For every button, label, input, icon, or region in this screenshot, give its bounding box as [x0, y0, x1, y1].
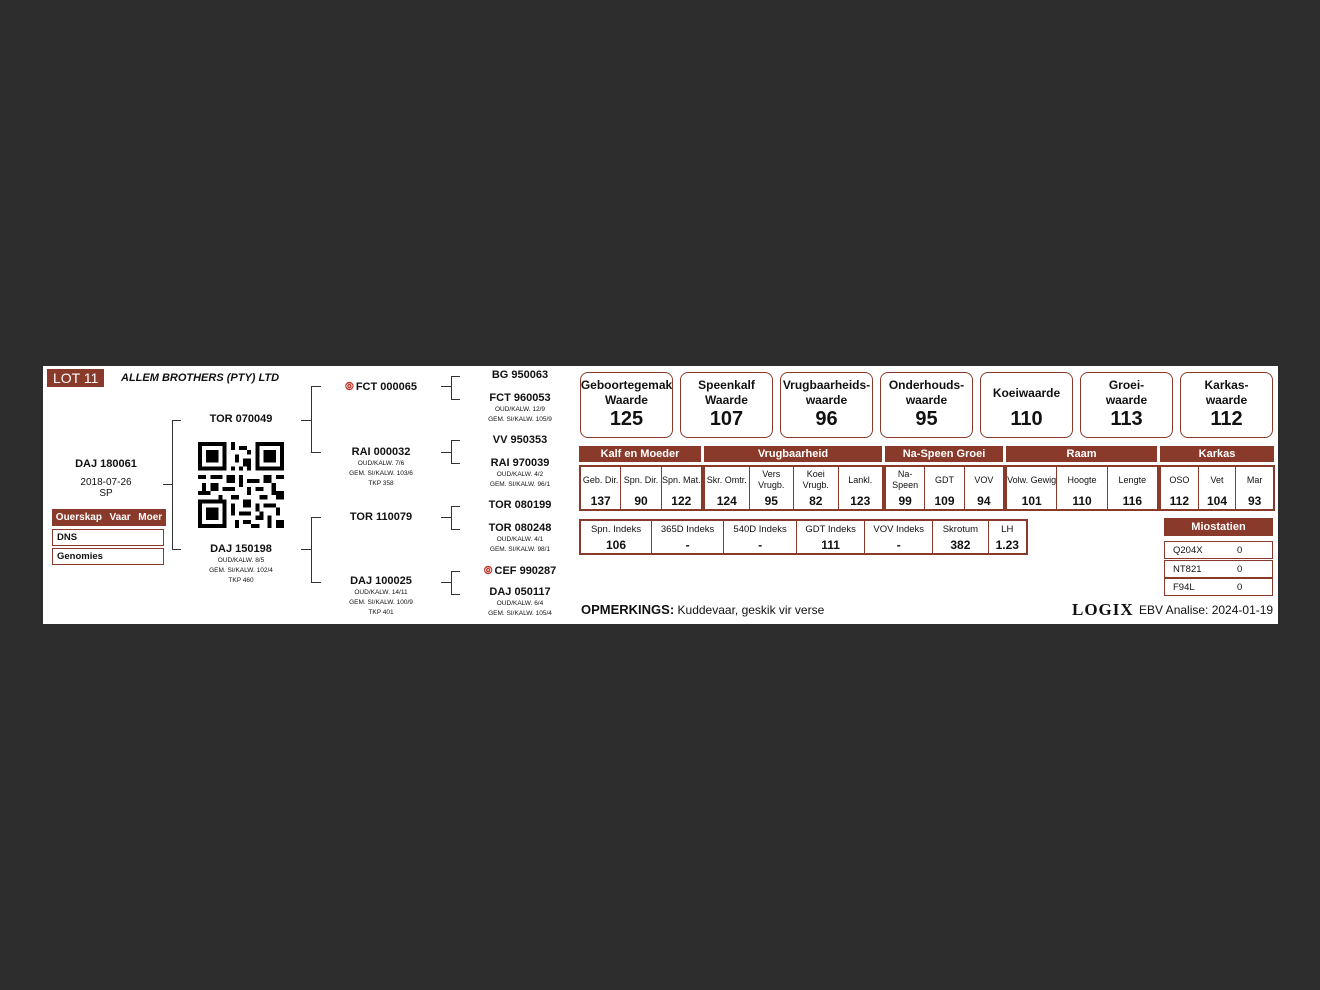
value-box: [780, 372, 873, 438]
myostatin-row: F94L 0: [1164, 578, 1273, 596]
remarks-text: Kuddevaar, geskik vir verse: [677, 603, 825, 617]
sire-id: TOR 070049: [209, 413, 273, 425]
group-table: [1005, 465, 1159, 511]
dd-line: GEM. SI/KALW. 100/9: [349, 599, 413, 606]
sd-line: TKP 358: [368, 480, 394, 487]
index-cell: LH 1.23: [995, 524, 1019, 552]
sds-id: VV 950353: [492, 434, 548, 446]
group-table: [1159, 465, 1275, 511]
dsd-line: OUD/KALW. 4/1: [496, 536, 544, 543]
sd-id: RAI 000032: [351, 446, 411, 458]
value-label: Speenkalf Waarde: [698, 378, 755, 407]
ssd-line: GEM. SI/KALW. 105/9: [488, 416, 552, 423]
value-label: Geboortegemak Waarde: [580, 378, 673, 407]
group-table: [579, 465, 703, 511]
dd-id: DAJ 100025: [350, 575, 412, 587]
dam-id: DAJ 150198: [210, 543, 272, 555]
value-box: [1080, 372, 1173, 438]
group-header: Na-Speen Groei: [885, 446, 1003, 462]
pedigree-ddd: [470, 586, 570, 619]
group-header: Karkas: [1160, 446, 1274, 462]
animal-dob: 2018-07-26: [80, 477, 132, 488]
ebv-cell: Mar 93: [1246, 474, 1263, 508]
ebv-cell: VOV 94: [974, 474, 994, 508]
remarks-label: OPMERKINGS:: [581, 602, 675, 617]
index-cell: 540D Indeks -: [724, 521, 797, 553]
index-cell: 365D Indeks -: [652, 521, 724, 553]
ebv-cell: Na- Speen 99: [886, 467, 925, 509]
myostatin-header: Miostatien: [1164, 518, 1273, 536]
ownership-row: Genomies: [52, 548, 164, 565]
dds-id: CEF 990287: [494, 565, 557, 577]
logix-logo: LOGIX: [1072, 600, 1134, 619]
group-header: Vrugbaarheid: [704, 446, 882, 462]
lot-card: [43, 366, 1278, 624]
ddd-line: GEM. SI/KALW. 105/4: [488, 610, 552, 617]
dsd-line: GEM. SI/KALW. 98/1: [489, 546, 551, 553]
value-label: Koeiwaarde: [992, 385, 1061, 400]
ebv-cell: Skr. Omtr. 124: [705, 467, 750, 509]
ebv-cell: Spn. Dir. 90: [621, 467, 661, 509]
animal-info: [61, 458, 151, 499]
value-number: 96: [815, 408, 838, 430]
owner-name: ALLEM BROTHERS (PTY) LTD: [121, 372, 280, 384]
ebv-cell: Lankl. 123: [848, 474, 873, 508]
sdd-line: OUD/KALW. 4/2: [496, 471, 544, 478]
ownership-header: [52, 509, 166, 526]
ssd-line: OUD/KALW. 12/9: [494, 406, 546, 413]
ebv-cell: Volw. Gewig 101: [1007, 467, 1057, 509]
ddd-id: DAJ 050117: [489, 586, 551, 598]
value-box: [980, 372, 1073, 438]
dd-line: TKP 401: [368, 609, 394, 616]
ebv-date: EBV Analise: 2024-01-19: [1139, 603, 1274, 617]
index-cell: VOV Indeks -: [865, 521, 933, 553]
ebv-cell: OSO 112: [1161, 467, 1199, 509]
pedigree-dam: [191, 543, 291, 586]
group-table: [884, 465, 1005, 511]
animal-id: DAJ 180061: [75, 458, 137, 470]
sire-flag-icon: ⦾: [345, 381, 354, 393]
ownership-row: DNS: [52, 529, 164, 546]
sdd-line: GEM. SI/KALW. 96/1: [489, 481, 551, 488]
dam-line: GEM. SI/KALW. 102/4: [209, 567, 273, 574]
animal-code: SP: [99, 488, 113, 499]
ds-id: TOR 110079: [349, 511, 413, 523]
index-cell: Skrotum 382: [933, 521, 988, 553]
value-number: 112: [1210, 408, 1243, 430]
pedigree-dds: [470, 565, 570, 578]
ownership-header-1: Ouerskap: [55, 512, 102, 523]
value-number: 113: [1110, 408, 1143, 430]
pedigree-sss: [470, 369, 570, 382]
sire-flag-icon: ⦾: [483, 565, 493, 577]
index-table: [579, 519, 1028, 555]
group-header: Raam: [1006, 446, 1157, 462]
myostatin-row: NT821 0: [1164, 560, 1273, 578]
ebv-cell: Hoogte 110: [1057, 467, 1107, 509]
value-box: [1180, 372, 1273, 438]
sss-id: BG 950063: [491, 369, 549, 381]
qr-code: [198, 442, 284, 528]
group-header: Kalf en Moeder: [579, 446, 701, 462]
pedigree-dd: [331, 575, 431, 618]
ownership-header-2: Vaar: [109, 512, 131, 523]
value-box: [580, 372, 673, 438]
remarks: [581, 602, 824, 617]
dsd-id: TOR 080248: [488, 522, 552, 534]
index-cell: Spn. Indeks 106: [581, 521, 652, 553]
ebv-cell: Vers Vrugb. 95: [750, 467, 795, 509]
pedigree-sds: [470, 434, 570, 447]
pedigree-sire: [191, 413, 291, 426]
ebv-cell: GDT 109: [925, 467, 964, 509]
value-number: 107: [709, 408, 744, 430]
ddd-line: OUD/KALW. 6/4: [496, 600, 544, 607]
sdd-id: RAI 970039: [490, 457, 550, 469]
dam-line: OUD/KALW. 8/5: [217, 557, 265, 564]
value-box: [880, 372, 973, 438]
dd-line: OUD/KALW. 14/11: [354, 589, 408, 596]
value-label: Onderhouds- waarde: [888, 378, 965, 407]
value-box: [680, 372, 773, 438]
pedigree-ds: [331, 511, 431, 524]
ebv-cell: Koei Vrugb. 82: [794, 467, 839, 509]
myostatin-row: Q204X 0: [1164, 541, 1273, 559]
pedigree-dss: [470, 499, 570, 512]
pedigree-ssd: [470, 392, 570, 425]
group-table: [703, 465, 884, 511]
value-number: 95: [915, 408, 938, 430]
value-label: Groei- waarde: [1105, 378, 1148, 407]
pedigree-sdd: [470, 457, 570, 490]
value-label: Vrugbaarheids- waarde: [782, 378, 871, 407]
pedigree-ss: [331, 381, 431, 394]
sd-line: OUD/KALW. 7/6: [357, 460, 405, 467]
index-cell: GDT Indeks 111: [797, 521, 865, 553]
value-number: 110: [1010, 408, 1043, 430]
ownership-header-3: Moer: [138, 512, 163, 523]
sd-line: GEM. SI/KALW. 103/6: [349, 470, 413, 477]
pedigree-sd: [331, 446, 431, 489]
ss-id: FCT 000065: [355, 381, 417, 393]
value-number: 125: [609, 408, 644, 430]
lot-badge: LOT 11: [47, 369, 104, 387]
ebv-cell: Geb. Dir. 137: [581, 467, 621, 509]
pedigree-dsd: [470, 522, 570, 555]
ebv-cell: Vet 104: [1199, 467, 1237, 509]
ebv-cell: Lengte 116: [1118, 474, 1147, 508]
ssd-id: FCT 960053: [489, 392, 551, 404]
dss-id: TOR 080199: [488, 499, 552, 511]
value-label: Karkas- waarde: [1204, 378, 1249, 407]
ebv-cell: Spn. Mat. 122: [662, 474, 701, 508]
dam-line: TKP 460: [228, 577, 254, 584]
